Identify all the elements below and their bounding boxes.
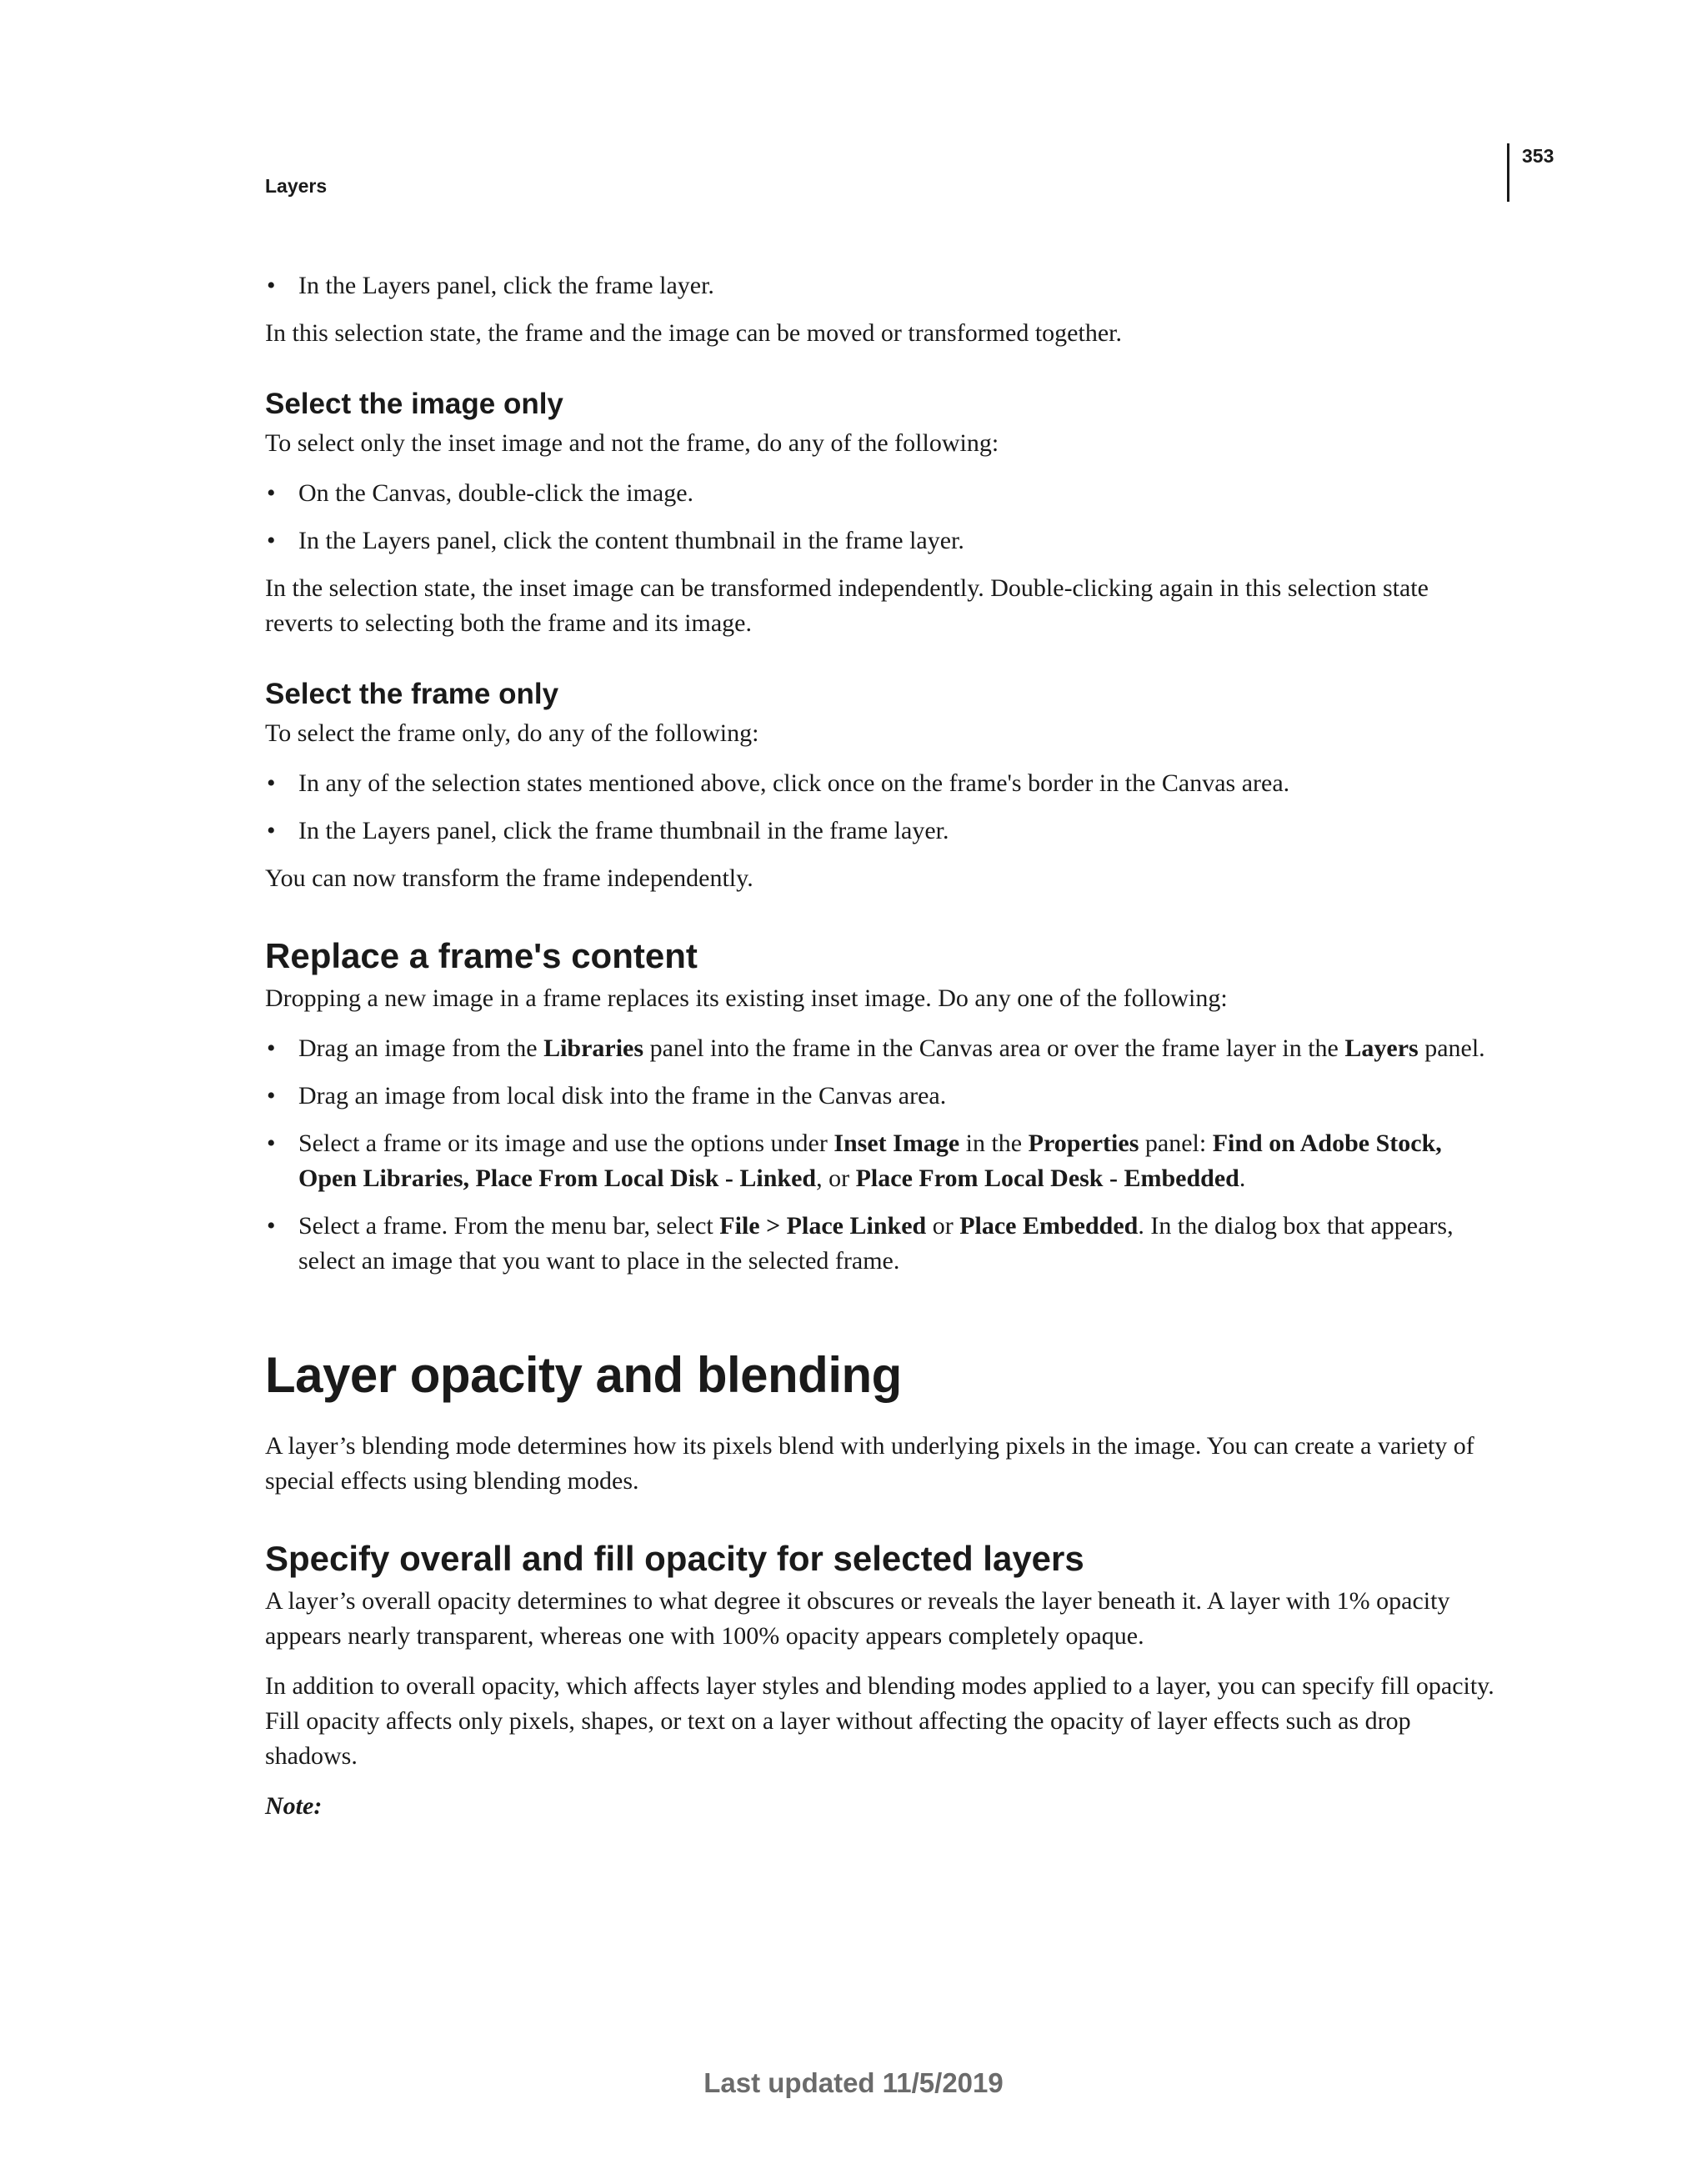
list-item — [265, 523, 1500, 559]
paragraph: Dropping a new image in a frame replaces its existing inset image. Do any one of the following: — [265, 984, 1228, 1012]
paragraph: A layer’s overall opacity determines to what degree it obscures or reveals the layer beneath it. A layer with 1% opacity appears nearly transparent, whereas one with 100% opacity appears completely opaque. — [265, 1587, 1450, 1650]
replace-list — [265, 1031, 1500, 1279]
ui-term-place-embedded: Place Embedded — [959, 1212, 1139, 1240]
list-item-text: In the Layers panel, click the frame thumbnail in the frame layer. — [298, 817, 949, 844]
paragraph: In this selection state, the frame and the image can be moved or transformed together. — [265, 319, 1122, 347]
list-item — [265, 1209, 1500, 1279]
bullet: • — [267, 769, 276, 797]
bullet: • — [267, 1130, 276, 1157]
text-run: in the — [959, 1130, 1029, 1157]
intro-list — [265, 268, 1500, 303]
text-run: panel: — [1139, 1130, 1213, 1157]
frame-only-list — [265, 766, 1500, 849]
list-item — [265, 814, 1500, 849]
ui-term-libraries: Libraries — [543, 1034, 644, 1062]
list-item-text: In the Layers panel, click the content thumbnail in the frame layer. — [298, 527, 964, 554]
chapter-heading-opacity: Layer opacity and blending — [265, 1347, 902, 1403]
text-run: Select a frame. From the menu bar, select — [298, 1212, 720, 1240]
list-item — [265, 1079, 1500, 1114]
list-item — [265, 476, 1500, 511]
image-only-list — [265, 476, 1500, 559]
list-item — [265, 268, 1500, 303]
ui-term-options: Find on Adobe Stock, Open Libraries, Place From Local Disk - Linked — [298, 1130, 1442, 1192]
text-run: or — [926, 1212, 960, 1240]
section-heading-overall-fill-opacity: Specify overall and fill opacity for selected layers — [265, 1539, 1084, 1578]
bullet: • — [267, 272, 276, 299]
paragraph: In the selection state, the inset image can be transformed independently. Double-clicking again in this selection state reverts to selecting both the frame and its image. — [265, 574, 1429, 637]
text-run: panel. — [1418, 1034, 1485, 1062]
text-run: . In the dialog box that appears, select an image that you want to place in the selected frame. — [298, 1212, 1454, 1275]
note-label: Note: — [265, 1792, 323, 1820]
bullet: • — [267, 1212, 276, 1240]
list-item-text: In the Layers panel, click the frame layer. — [298, 272, 714, 299]
paragraph: You can now transform the frame independently. — [265, 864, 753, 892]
list-item — [265, 766, 1500, 801]
paragraph: A layer’s blending mode determines how its pixels blend with underlying pixels in the image. You can create a variety of special effects using blending modes. — [265, 1432, 1474, 1495]
bullet: • — [267, 1082, 276, 1110]
paragraph: To select only the inset image and not the frame, do any of the following: — [265, 429, 999, 457]
list-item — [265, 1126, 1500, 1196]
list-item — [265, 1031, 1500, 1066]
ui-term-file-place-linked: File > Place Linked — [719, 1212, 927, 1240]
footer-last-updated: Last updated 11/5/2019 — [703, 2067, 1004, 2098]
list-item-text: On the Canvas, double-click the image. — [298, 479, 694, 507]
paragraph: To select the frame only, do any of the following: — [265, 719, 759, 747]
ui-term-layers: Layers — [1344, 1034, 1419, 1062]
list-item-text: Drag an image from local disk into the frame in the Canvas area. — [298, 1082, 947, 1110]
text-run: , or — [816, 1165, 856, 1192]
ui-term-inset-image: Inset Image — [833, 1130, 960, 1157]
section-heading-frame-only: Select the frame only — [265, 678, 559, 710]
page-number: 353 — [1522, 145, 1554, 167]
header-rule — [1507, 143, 1509, 202]
ui-term-place-embedded-option: Place From Local Desk - Embedded — [855, 1165, 1239, 1192]
list-item-text: In any of the selection states mentioned above, click once on the frame's border in the Canvas area. — [298, 769, 1290, 797]
text-run: Select a frame or its image and use the options under — [298, 1130, 834, 1157]
running-header-section: Layers — [265, 175, 328, 197]
text-run: Drag an image from the — [298, 1034, 544, 1062]
section-heading-replace-content: Replace a frame's content — [265, 936, 698, 975]
ui-term-properties: Properties — [1028, 1130, 1139, 1157]
text-run: panel into the frame in the Canvas area or over the frame layer in the — [643, 1034, 1345, 1062]
paragraph: In addition to overall opacity, which affects layer styles and blending modes applied to a layer, you can specify fill opacity. Fill opacity affects only pixels, shapes, or text on a layer without affecting the opacity of layer effects such as drop shadows. — [265, 1672, 1494, 1770]
bullet: • — [267, 527, 276, 554]
text-run: . — [1239, 1165, 1246, 1192]
bullet: • — [267, 817, 276, 844]
bullet: • — [267, 479, 276, 507]
page-content — [265, 268, 1500, 1839]
section-heading-image-only: Select the image only — [265, 388, 563, 420]
bullet: • — [267, 1034, 276, 1062]
